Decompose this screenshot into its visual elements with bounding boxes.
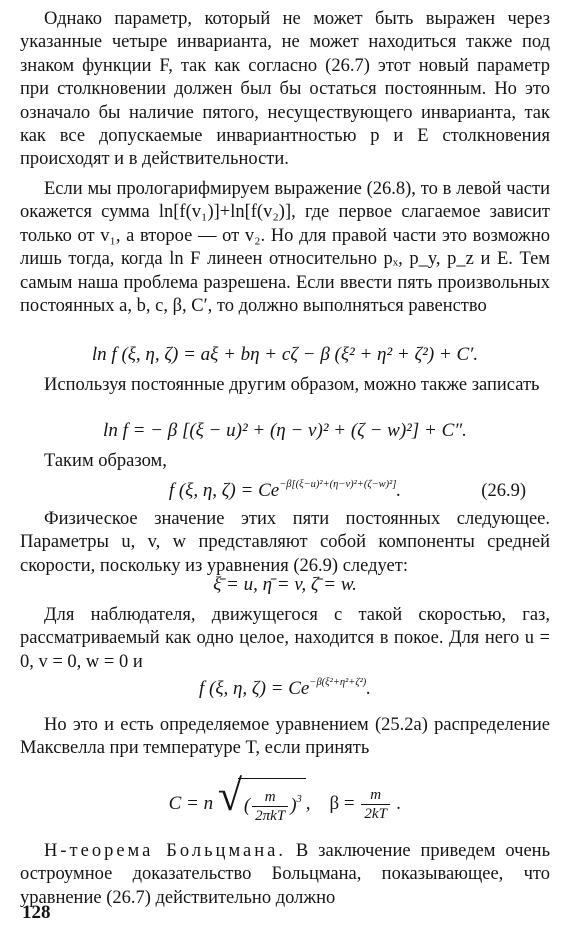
radical-sign-icon: √ — [217, 771, 242, 820]
equation-ln-f-constants: ln f (ξ, η, ζ) = aξ + bη + cζ − β (ξ² + η² + ζ²) + C′. — [91, 344, 479, 365]
page-number: 128 — [22, 902, 51, 923]
paragraph-logarithm: Если мы прологарифмируем выражение (26.8), то в левой части окажется сумма ln[f(v₁)]+ln[f(v₂)], где первое слагаемое зависит только от v₁, а второе — от v₂. Но для правой части это возможно лишь тогда, когда ln F линеен относительно pₓ, p_y, p_z и E. Тем самым наша проблема разрешена. Если ввести пять произвольных постоянных a, b, c, β, C′, то должно выполняться равенство — [20, 179, 550, 317]
equation-maxwell-exponent: −β(ξ²+η²+ζ²) — [309, 677, 367, 688]
paragraph-boltzmann-text: В заключение приведем очень остроумное доказательство Больцмана, показывающее, что уравнение (26.7) действительно должно — [20, 841, 551, 908]
equation-ln-f-velocity: ln f = − β [(ξ − u)² + (η − v)² + (ζ − w)²] + C″. — [103, 420, 467, 441]
equation-number: (26.9) — [481, 481, 526, 501]
equation-26-9-exponent: −β[(ξ−u)²+(η−v)²+(ζ−w)²] — [279, 479, 397, 490]
equation-constants-c-beta: C = n √ ( $\frac{m}{\text{2πkT}}$ )$^3$ , β = $\frac{m}{2kT}$ . — [20, 778, 550, 832]
paragraph-observer: Для наблюдателя, движущегося с такой скоростью, газ, рассматриваемый как одно целое, находится в покое. Для него u = 0, v = 0, w = 0 и — [20, 605, 550, 672]
equation-26-9: f (ξ, η, $\zeta) = Ce^{-\beta[(\xi-u)^2+(\eta-v)^2+(\zeta-w)^2]}$. (26.9) — [20, 478, 550, 504]
fraction-m-2kt: $\frac{m}{2kT}$ — [361, 786, 390, 823]
paragraph-boltzmann-h-theorem — [20, 840, 550, 910]
paragraph-physical-meaning: Физическое значение этих пяти постоянных следующее. Параметры u, v, w представляют собой компоненты средней скорости, поскольку из уравнения (26.9) следует: — [20, 509, 550, 576]
equation-c-lhs: C = n — [168, 792, 214, 814]
equation-beta-lhs: β = — [329, 792, 355, 814]
equation-maxwell-lhs: f (ξ, η, ζ) = Ce — [198, 678, 310, 699]
paragraph-alternative-form: Используя постоянные другим образом, можно также записать — [44, 375, 540, 395]
square-root: √ ( $\frac{m}{\text{2πkT}}$ )$^3$ — [218, 778, 306, 831]
equation-mean-velocity: ξ̄ = u, η̄ = v, ζ̄ = w. — [213, 574, 357, 595]
paragraph-maxwell-distribution: Но это и есть определяемое уравнением (25.2а) распределение Максвелла при температуре T, если принять — [20, 715, 550, 759]
fraction-m-2pikt: $\frac{m}{\text{2πkT}}$ — [252, 788, 288, 825]
section-heading: H-теорема Больцмана. — [44, 841, 286, 861]
equation-maxwell-rest: f (ξ, η, $\zeta) = Ce^{-\beta(\xi^2+\eta^2+\zeta^2)}$. — [198, 677, 371, 699]
equation-26-9-lhs: f (ξ, η, ζ) = Ce — [168, 480, 280, 501]
paragraph-invariants: Однако параметр, который не может быть выражен через указанные четыре инварианта, не может находиться также под знаком функции F, так как согласно (26.7) этот новый параметр при столкновении должен был бы остаться постоянным. Но это означало бы наличие пятого, несуществующего инварианта, так как все допускаемые инвариантностью p и E столкновения происходят и в действительности. — [20, 9, 550, 170]
paragraph-thus: Таким образом, — [44, 451, 167, 471]
